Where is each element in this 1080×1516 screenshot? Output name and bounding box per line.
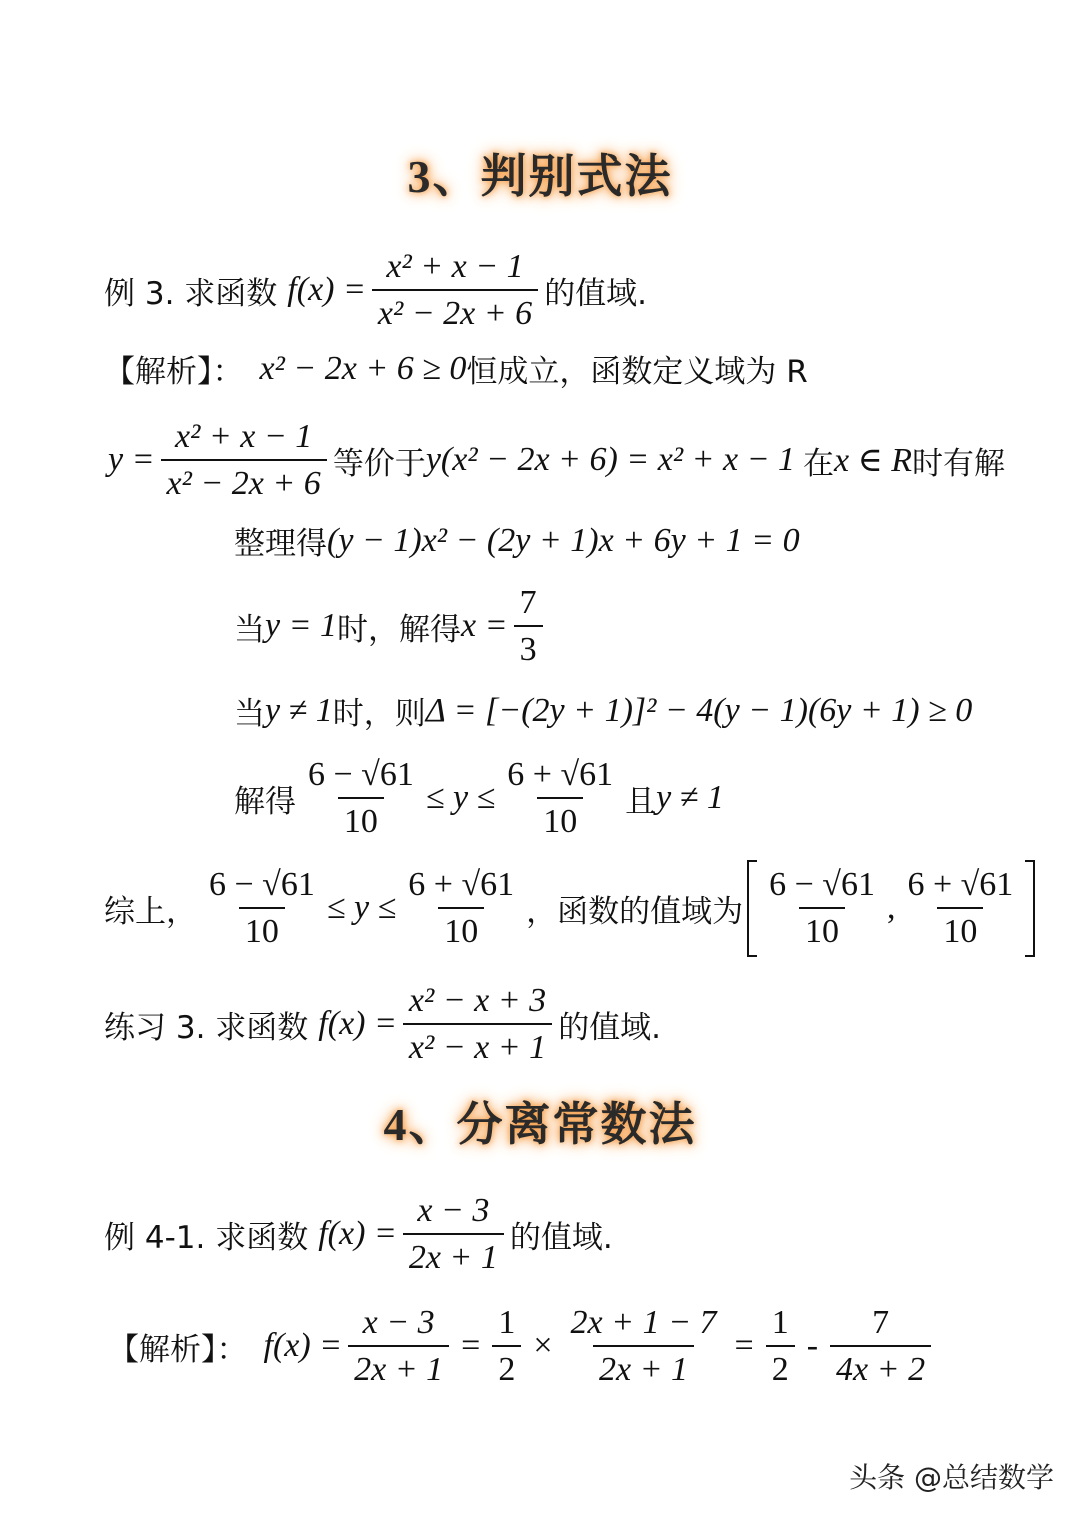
conclusion-fraction-lower [203, 866, 321, 951]
practice-3-fraction [403, 982, 552, 1067]
times-sign: × [533, 1327, 553, 1365]
fraction-denominator: 10 [537, 797, 583, 840]
step3-cond: y ≠ 1 [265, 691, 333, 729]
fraction-numerator: x² − x + 3 [408, 982, 547, 1019]
step2-lhs: x = [461, 607, 508, 645]
equals-sign: = [461, 1327, 481, 1365]
fraction-numerator: x − 3 [417, 1192, 490, 1229]
fraction-denominator: 2 [766, 1345, 795, 1388]
fraction-denominator: 2x + 1 [593, 1345, 694, 1388]
equiv-fraction [161, 418, 327, 503]
conclusion-text: 综上， [104, 893, 197, 930]
conclusion-fraction-upper [402, 866, 520, 951]
conclusion-mid: ≤ y ≤ [326, 889, 397, 927]
step1-text: 整理得 [234, 526, 327, 562]
analysis-4-fraction-4 [766, 1304, 795, 1389]
example-4-1-tail: 的值域. [509, 1219, 613, 1256]
section-heading-4: 4、分离常数法 [383, 1099, 697, 1150]
equiv-lhs: y = [108, 441, 155, 479]
example-3-tail: 的值域. [544, 275, 648, 312]
step2-text1: 当 [234, 611, 265, 648]
step-arrange [234, 518, 800, 563]
fraction-numerator: 7 [519, 584, 537, 621]
analysis-4-fraction-5 [830, 1304, 931, 1389]
step3-text1: 当 [234, 696, 265, 732]
interval-lower [763, 866, 881, 951]
analysis-4-fraction-1 [348, 1304, 449, 1389]
fraction-denominator: 10 [937, 907, 983, 950]
equiv-expr: y(x² − 2x + 6) = x² + x − 1 [425, 441, 796, 479]
example-4-1-label: 例 4-1. 求函数 [104, 1219, 309, 1256]
step3-expr: Δ = [−(2y + 1)]² − 4(y − 1)(6y + 1) ≥ 0 [425, 691, 973, 729]
fraction-numerator: 2x + 1 − 7 [570, 1304, 717, 1341]
analysis-3-text: 恒成立，函数定义域为 R [466, 354, 808, 390]
equiv-text1: 在 [803, 445, 835, 482]
analysis-4-fraction-2 [492, 1304, 521, 1389]
equiv-text2: 时有解 [912, 445, 1006, 482]
example-4-1-fraction [403, 1192, 504, 1277]
step4-cond: y ≠ 1 [656, 779, 724, 817]
watermark: 头条 @总结数学 [849, 1461, 1054, 1494]
fraction-denominator: x² − 2x + 6 [372, 289, 538, 332]
minus-sign: - [806, 1327, 819, 1365]
fraction-numerator: 6 − √61 [209, 866, 315, 903]
fraction-numerator: 6 − √61 [308, 756, 414, 793]
step4-mid: ≤ y ≤ [425, 779, 496, 817]
analysis-4-fx: f(x) = [263, 1327, 343, 1365]
example-3-label: 例 3. 求函数 [104, 275, 278, 312]
fraction-numerator: 6 − √61 [769, 866, 875, 903]
step-solve [234, 756, 724, 841]
fraction-denominator: 10 [438, 907, 484, 950]
fraction-numerator: 6 + √61 [907, 866, 1014, 903]
example-3-fx: f(x) = [287, 271, 366, 309]
practice-3-fx: f(x) = [318, 1005, 397, 1043]
step2-cond: y = 1 [265, 607, 338, 645]
analysis-4-label: 【解析】： [108, 1331, 248, 1368]
conclusion-line [104, 866, 1035, 951]
fraction-numerator: x² + x − 1 [175, 418, 313, 455]
step4-text: 解得 [234, 783, 296, 820]
analysis-4-fraction-3 [565, 1304, 723, 1389]
fraction-numerator: 1 [498, 1304, 516, 1341]
step2-fraction [514, 584, 543, 669]
fraction-denominator: 10 [239, 907, 285, 950]
example-4-1 [104, 1192, 613, 1277]
interval-upper [901, 866, 1019, 951]
analysis-3 [104, 346, 808, 391]
step4-fraction-lower [302, 756, 420, 841]
step4-fraction-upper [501, 756, 619, 841]
fraction-denominator: 3 [514, 625, 543, 668]
section-heading-3: 3、判别式法 [407, 151, 673, 202]
fraction-denominator: x² − x + 1 [403, 1023, 552, 1066]
fraction-numerator: 6 + √61 [507, 756, 614, 793]
analysis-3-expr: x² − 2x + 6 ≥ 0 [259, 349, 467, 387]
analysis-4 [108, 1304, 937, 1389]
fraction-denominator: 10 [338, 797, 384, 840]
equiv-mid: 等价于 [332, 445, 426, 482]
example-3-fraction [372, 248, 538, 333]
step2-text2: 时，解得 [337, 611, 462, 648]
equivalence-line [108, 418, 1005, 503]
fraction-denominator: 2x + 1 [348, 1345, 449, 1388]
example-4-1-fx: f(x) = [318, 1215, 397, 1253]
step4-text2: 且 [625, 783, 657, 820]
fraction-denominator: 4x + 2 [830, 1345, 931, 1388]
practice-3 [104, 982, 661, 1067]
fraction-denominator: 2 [492, 1345, 521, 1388]
fraction-numerator: x² + x − 1 [386, 248, 524, 285]
fraction-numerator: 6 + √61 [408, 866, 515, 903]
range-interval [747, 866, 1035, 951]
equiv-cond: x ∈ R [834, 442, 913, 480]
fraction-numerator: 7 [872, 1304, 890, 1341]
fraction-numerator: x − 3 [362, 1304, 435, 1341]
conclusion-text2: ，函数的值域为 [526, 893, 744, 930]
analysis-3-label: 【解析】： [104, 354, 244, 390]
step3-text2: 时，则 [332, 696, 426, 732]
practice-3-label: 练习 3. 求函数 [104, 1009, 309, 1046]
fraction-denominator: 2x + 1 [403, 1233, 504, 1276]
practice-3-tail: 的值域. [558, 1009, 662, 1046]
step1-expr: (y − 1)x² − (2y + 1)x + 6y + 1 = 0 [327, 521, 800, 559]
interval-comma: , [886, 889, 896, 927]
fraction-denominator: x² − 2x + 6 [161, 459, 327, 502]
step-y-equals-1 [234, 584, 549, 669]
step-y-not-1 [234, 688, 972, 733]
fraction-numerator: 1 [771, 1304, 789, 1341]
fraction-denominator: 10 [799, 907, 845, 950]
example-3 [104, 248, 647, 333]
equals-sign: = [734, 1327, 754, 1365]
